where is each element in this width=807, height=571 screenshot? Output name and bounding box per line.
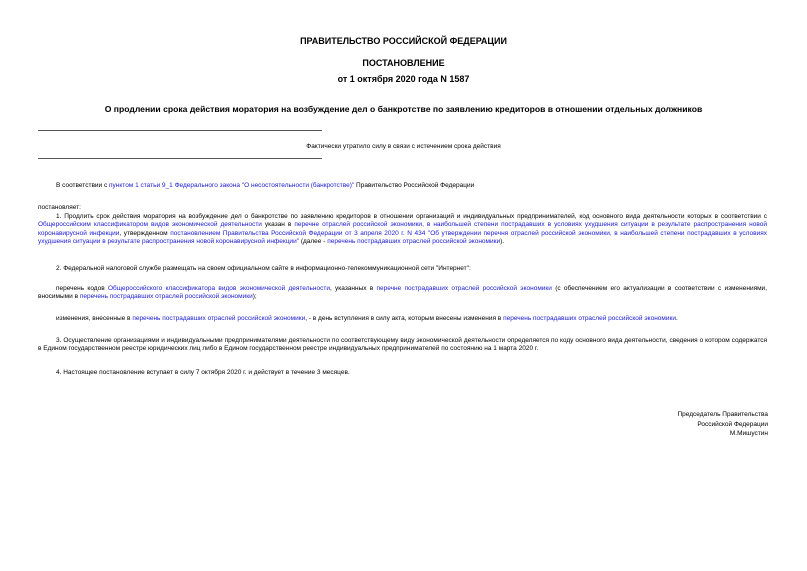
law-link[interactable]: пунктом 1 статьи 9_1 Федерального закона "О несостоятельности (банкротстве)" [109,182,355,189]
p1-text-5: ). [500,238,505,246]
paragraph-2b [38,315,767,323]
p1-text-3: , утвержденном [119,229,171,237]
signature-name: М.Мишустин [729,430,768,437]
affected-industries-link-3[interactable]: перечень пострадавших отраслей российской экономики [79,293,253,301]
p2a-text-4: ); [252,293,257,301]
p2a-text-3: (с обеспечением его актуализации в соответствии с изменениями, вносимыми в [38,285,767,301]
p1-text: 1. Продлить срок действия моратория на возбуждение дел о банкротстве по заявлению кредиторов в отношении организаций и индивидуальных предпринимателей, код основного вида деятельности которых в соответствии с [56,213,767,220]
resolution-434-link[interactable]: постановлением Правительства Российской Федерации от 3 апреля 2020 г. N 434 "Об утверждении перечня отраслей российской экономики, в наибольшей степени пострадавших в условиях ухудшения ситуации в результате распространения новой коронавирусной инфекции" [38,229,767,246]
okved-link-2[interactable]: Общероссийского классификатора видов экономической деятельности [107,285,330,292]
divider-top [38,130,322,131]
government-heading: ПРАВИТЕЛЬСТВО РОССИЙСКОЙ ФЕДЕРАЦИИ [300,36,507,46]
signature-position: Председатель Правительства [677,411,768,418]
preamble [38,182,767,190]
signature-country: Российской Федерации [697,420,768,428]
p2a-text: перечень кодов [56,285,108,292]
p2b-text-3: . [675,315,678,322]
p1-text-2: указан в [261,221,295,229]
decree-word: постановляет: [38,204,81,211]
document-title: О продлении срока действия моратория на возбуждение дел о банкротстве по заявлению кредиторов в отношении отдельных должников [104,104,703,114]
affected-industries-link-2[interactable]: перечне пострадавших отраслей российской экономики [376,285,552,292]
paragraph-4: 4. Настоящее постановление вступает в силу 7 октября 2020 г. и действует в течение 3 месяцев. [56,369,350,376]
paragraph-2a [38,285,767,302]
p2b-text-2: , - в день вступления в силу акта, которым внесены изменения в [305,315,504,322]
p2b-text: изменения, внесенные в [56,315,133,322]
industries-list-link[interactable]: перечне отраслей российской экономики, в наибольшей степени пострадавших в условиях ухудшения ситуации в результате распространения новой коронавирусной инфекции [38,221,767,237]
divider-bottom [38,158,322,159]
preamble-text: В соответствии с [56,182,110,189]
preamble-text-end: Правительство Российской Федерации [354,182,475,189]
paragraph-3: 3. Осуществление организациями и индивидуальными предпринимателями деятельности по соответствующему виду экономической деятельности определяется по коду основного вида деятельности, сведения о котором содержатся в Едином государственном реестре юридических лиц либо в Едином государственном реестре индивидуальных предпринимателей по состоянию на 1 марта 2020 г. [38,337,767,353]
paragraph-1 [38,213,767,247]
signature-block [560,410,768,439]
affected-industries-link-5[interactable]: перечень пострадавших отраслей российской экономики [503,315,676,322]
date-number: от 1 октября 2020 года N 1587 [337,74,470,84]
okved-link[interactable]: Общероссийским классификатором видов экономической деятельности [38,221,262,229]
p1-text-4: (далее - [299,238,328,246]
status-note: Фактически утратило силу в связи с истечением срока действия [306,143,501,150]
affected-industries-link-4[interactable]: перечень пострадавших отраслей российской экономики [132,315,306,322]
doc-type-heading: ПОСТАНОВЛЕНИЕ [362,58,445,68]
paragraph-2: 2. Федеральной налоговой службе размещать на своем официальном сайте в информационно-телекоммуникационной сети "Интернет": [56,265,471,272]
affected-industries-link[interactable]: перечень пострадавших отраслей российской экономики [327,238,501,246]
p2a-text-2: , указанных в [329,285,377,292]
